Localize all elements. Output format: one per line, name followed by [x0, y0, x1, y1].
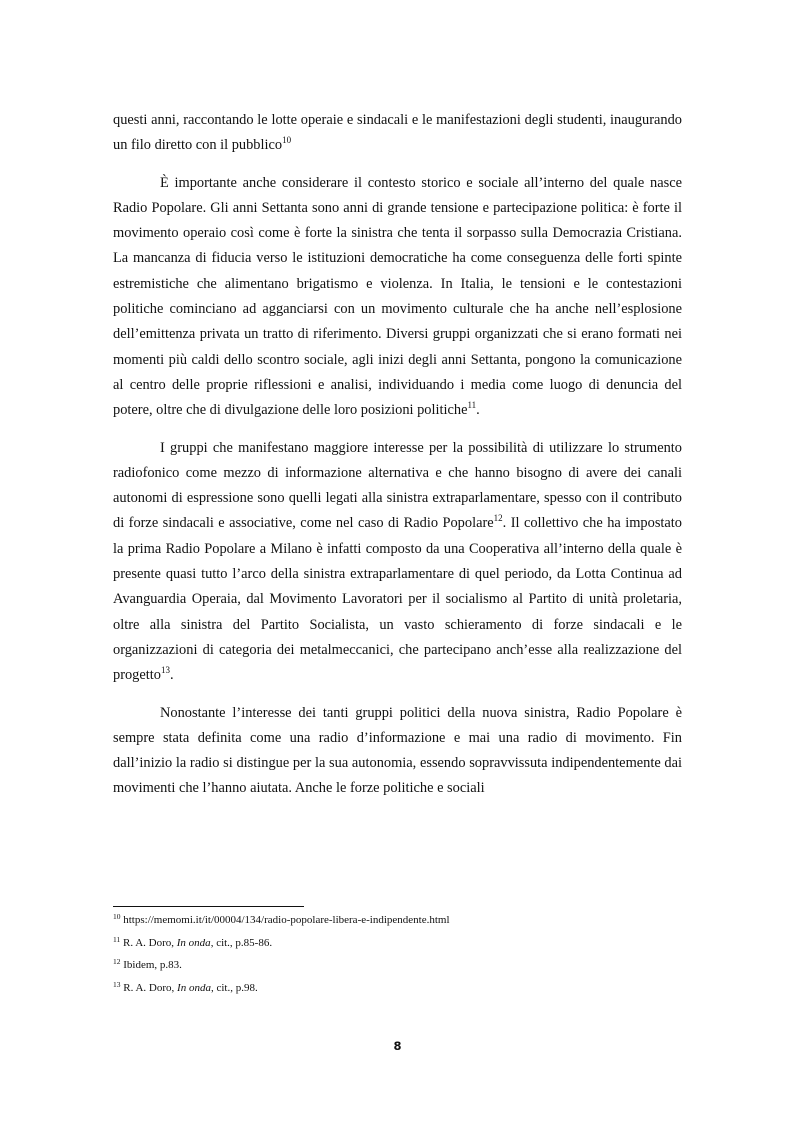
footnote-text: , cit., p.98. — [210, 981, 258, 994]
footnote-ref-10[interactable]: 10 — [282, 135, 292, 146]
page-number: 8 — [393, 1039, 402, 1053]
footnote-12 — [113, 958, 682, 972]
paragraph-text: questi anni, raccontando le lotte operaie e sindacali e le manifestazioni degli studenti, inaugurando un filo diretto con il pubblico — [113, 112, 682, 154]
document-page — [113, 0, 682, 1123]
footnote-number: 10 — [113, 912, 121, 921]
footnote-13 — [113, 981, 682, 995]
paragraph-autonomy — [113, 701, 682, 802]
footnote-number: 11 — [113, 934, 121, 944]
body-text — [113, 108, 682, 814]
paragraph-text: I gruppi che manifestano maggiore interesse per la possibilità di utilizzare lo strumento radiofonico come mezzo di informazione alternativa e che hanno bisogno di avere dei canali autonomi di espressione sono quelli legati alla sinistra extraparlamentare, spesso con il contributo di forze sindacali e associative, come nel caso di Radio Popolare — [113, 439, 682, 532]
footnote-title: In onda — [177, 981, 211, 994]
footnote-number: 13 — [113, 979, 121, 989]
footnote-separator — [113, 906, 304, 907]
footnote-text: R. A. Doro, — [122, 936, 177, 949]
paragraph-political-groups: I gruppi che manifestano maggiore interesse per la possibilità di utilizzare lo strumento radiofonico come mezzo di informazione alternativa e che hanno bisogno di avere dei canali autonomi di espressione sono quelli legati alla sinistra extraparlamentare, spesso con il contributo di forze sindacali e associative, come nel caso di Radio Popolare$^{12}$. Il collettivo che ha impostato la prima Radio Popolare a Milano è infatti composto da una Cooperativa all’interno della quale è presente quasi tutto l’arco della sinistra extraparlamentare di quel periodo, da Lotta Continua ad Avanguardia Operaia, dal Movimento Lavoratori per il socialismo al Partito di unità proletaria, oltre alla sinistra del Partito Socialista, un vasto schieramento di forze sindacali e le organizzazioni di categoria dei metalmeccanici, che partecipano anch’esse alla realizzazione del progetto$^{13}$. — [113, 439, 683, 684]
footnote-text: Ibidem, p.83. — [123, 959, 182, 971]
footnote-text: , cit., p.85-86. — [210, 936, 273, 949]
paragraph-historical-context: È importante anche considerare il contesto storico e sociale all’interno del quale nasce Radio Popolare. Gli anni Settanta sono anni di grande tensione e partecipazione politica: è forte il movimento operaio così come è forte la sinistra che tenta il sorpasso sulla Democrazia Cristiana. La mancanza di fiducia verso le istituzioni democratiche ha come conseguenza delle forti spinte estremistiche che alimentano brigatismo e violenza. In Italia, le tensioni e le contestazioni politiche cominciano ad agganciarsi con un movimento culturale che ha anche nell’esplosione dell’emittenza privata un tratto di riferimento. Diversi gruppi organizzati che si erano formati nei momenti più caldi dello scontro sociale, agli inizi degli anni Settanta, pongono la comunicazione al centro delle proprie riflessioni e analisi, individuando i media come luogo di denuncia del potere, oltre che di divulgazione delle loro posizioni politiche$^{11}$. — [113, 174, 682, 419]
footnote-ref-12[interactable]: 12 — [493, 513, 503, 524]
paragraph-text: Nonostante l’interesse dei tanti gruppi politici della nuova sinistra, Radio Popolare è sempre stata definita come una radio d’informazione e mai una radio di movimento. Fin dall’inizio la radio si distingue per la sua autonomia, essendo sopravvissuta indipendentemente dai movimenti che l’hanno aiutata. Anche le forze politiche e sociali — [113, 704, 682, 797]
footnote-text: R. A. Doro, — [123, 981, 178, 994]
footnotes — [113, 913, 682, 1003]
paragraph-text: È importante anche considerare il contesto storico e sociale all’interno del quale nasce Radio Popolare. Gli anni Settanta sono anni di grande tensione e partecipazione politica: è forte il movimento operaio così come è forte la sinistra che tenta il sorpasso sulla Democrazia Cristiana. La mancanza di fiducia verso le istituzioni democratiche ha come conseguenza delle forti spinte estremistiche che alimentano brigatismo e violenza. In Italia, le tensioni e le contestazioni politiche cominciano ad agganciarsi con un movimento culturale che ha anche nell’esplosione dell’emittenza privata un tratto di riferimento. Diversi gruppi organizzati che si erano formati nei momenti più caldi dello scontro sociale, agli inizi degli anni Settanta, pongono la comunicazione al centro delle proprie riflessioni e analisi, individuando i media come luogo di denuncia del potere, oltre che di divulgazione delle loro posizioni politiche — [113, 174, 682, 419]
paragraph-continuation — [113, 108, 682, 159]
footnote-number: 12 — [113, 957, 121, 966]
footnote-ref-11[interactable]: 11 — [467, 400, 477, 411]
footnote-11 — [113, 936, 682, 950]
footnote-ref-13[interactable]: 13 — [160, 665, 170, 676]
paragraph-text: . Il collettivo che ha impostato la prima Radio Popolare a Milano è infatti composto da una Cooperativa all’interno della quale è presente quasi tutto l’arco della sinistra extraparlamentare di quel periodo, da Lotta Continua ad Avanguardia Operaia, dal Movimento Lavoratori per il socialismo al Partito di unità proletaria, oltre alla sinistra del Partito Socialista, un vasto schieramento di forze sindacali e le organizzazioni di categoria dei metalmeccanici, che partecipano anch’esse alla realizzazione del progetto — [113, 515, 683, 684]
footnote-10 — [113, 913, 682, 927]
footnote-title: In onda — [176, 936, 211, 949]
footnote-link[interactable]: https://memomi.it/it/00004/134/radio-popolare-libera-e-indipendente.html — [123, 914, 450, 926]
